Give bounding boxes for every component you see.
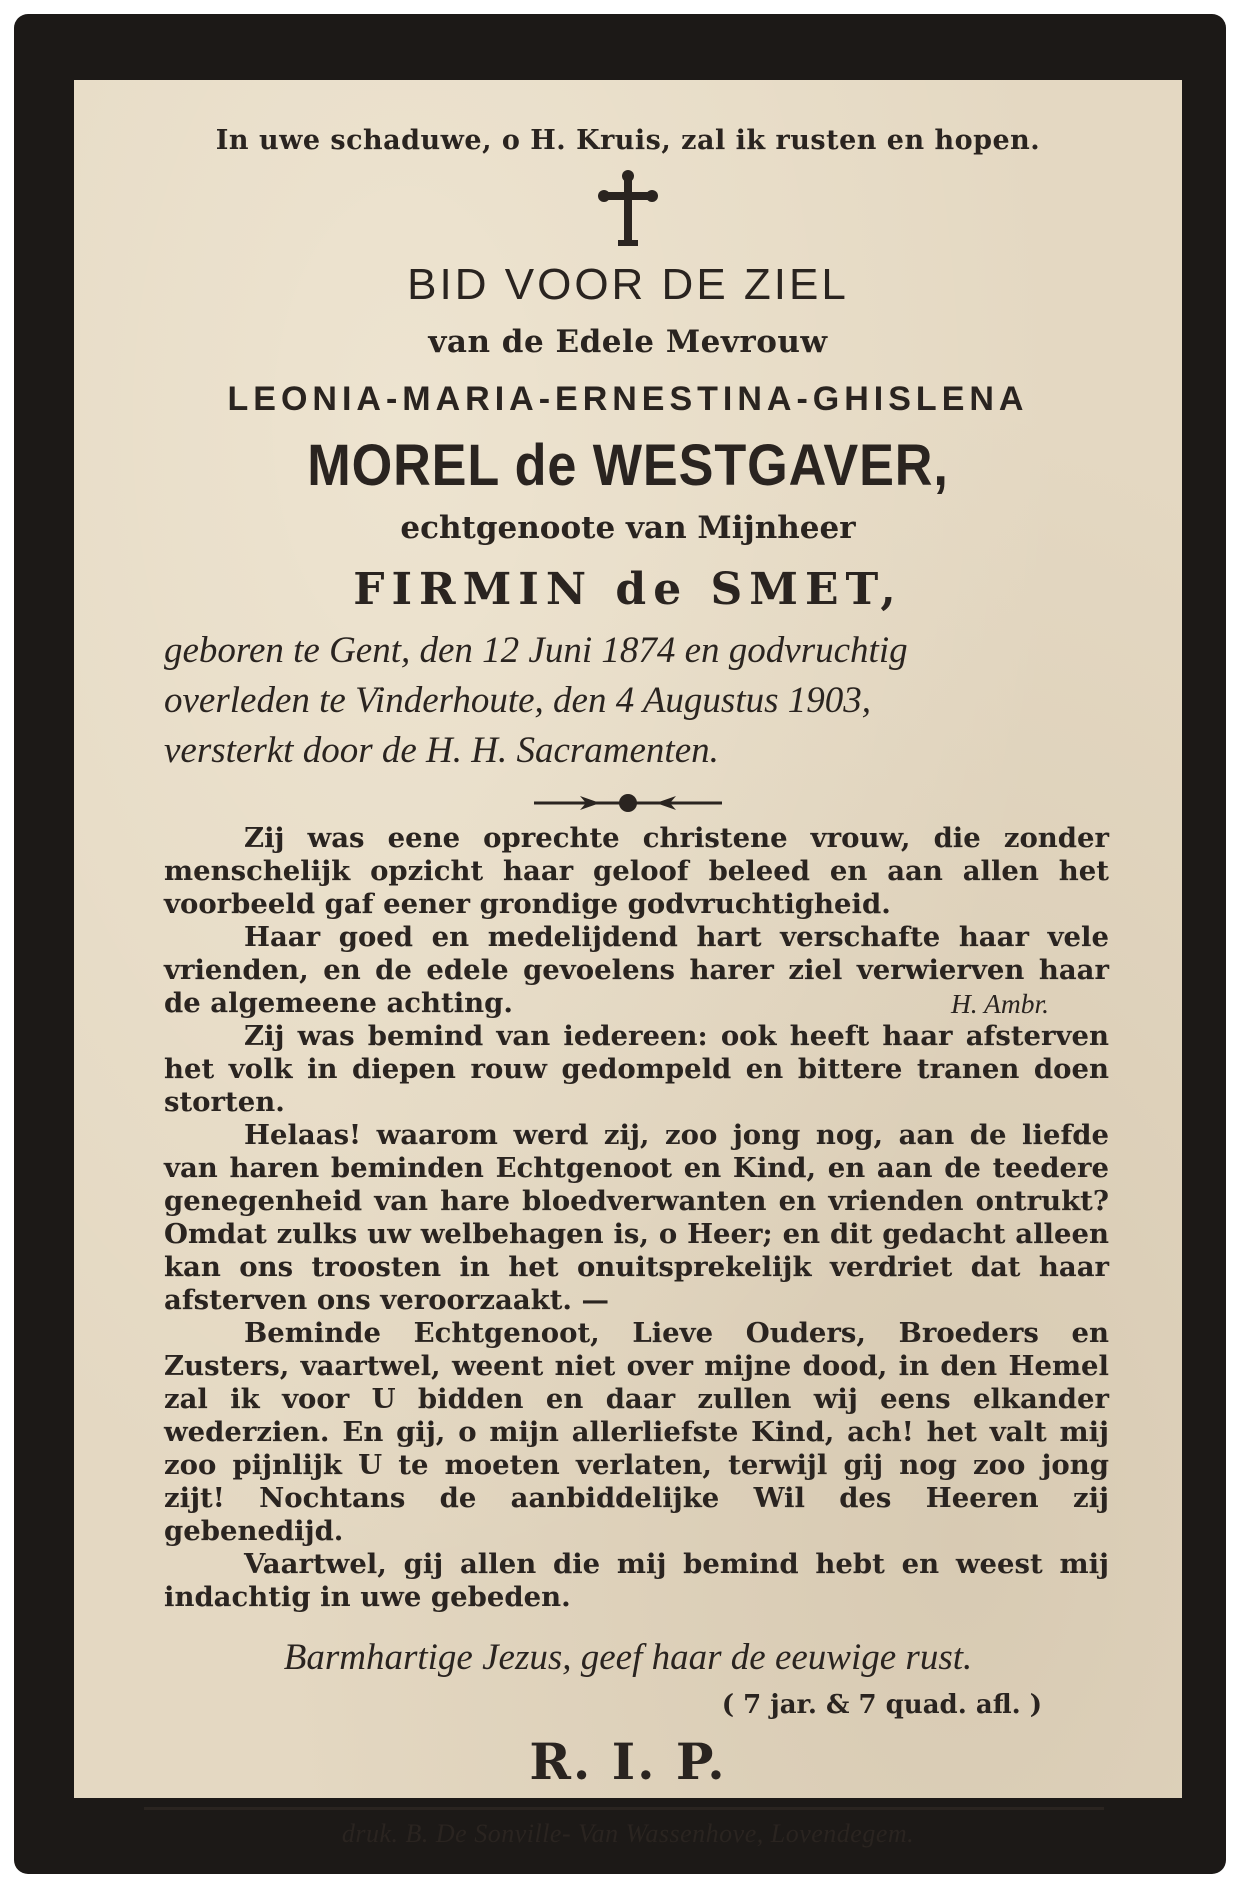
paragraph: Zij was eene oprechte christene vrouw, die zonder menschelijk opzicht haar geloof beleed en aan allen het voorbeeld gaf eener grondige godvruchtigheid. — [164, 822, 1109, 920]
sacraments-line: versterkt door de H. H. Sacramenten. — [164, 730, 719, 771]
paragraph: Helaas! waarom werd zij, zoo jong nog, aan de liefde van haren beminden Echtgenoot en Kind, en aan de teedere genegenheid van hare bloedverwanten en vrienden ontrukt? Omdat zulks uw welbehagen is, o Heer; en dit gedacht alleen kan ons troosten in het onuitsprekelijk verdriet dat haar afsterven ons veroorzaakt. — — [164, 1119, 1109, 1316]
paragraph: Zij was bemind van iedereen: ook heeft haar afsterven het volk in diepen rouw gedompeld en bittere tranen doen storten. — [164, 1020, 1109, 1118]
mourning-card-border — [14, 14, 1226, 1874]
death-line: overleden te Vinderhoute, den 4 Augustus 1903, — [164, 680, 871, 721]
card-paper — [74, 80, 1182, 1848]
paragraph-text: Haar goed en medelijdend hart verschafte haar vele vrienden, en de edele gevoelens harer ziel verwierven haar de algemeene achting. — [164, 921, 1109, 1019]
spouse-name: FIRMIN de SMET, — [353, 564, 903, 615]
birth-death-block — [164, 626, 1124, 776]
paragraph: Vaartwel, gij allen die mij bemind hebt en weest mij indachtig in uwe gebeden. — [164, 1548, 1109, 1613]
pray-heading: BID VOOR DE ZIEL — [407, 260, 849, 309]
closing-prayer: Barmhartige Jezus, geef haar de eeuwige rust. — [283, 1637, 973, 1678]
title-line: van de Edele Mevrouw — [428, 324, 828, 360]
rip: R. I. P. — [529, 1732, 727, 1791]
paragraph: Beminde Echtgenoot, Lieve Ouders, Broeders en Zusters, vaartwel, weent niet over mijne dood, in den Hemel zal ik voor U bidden en daar zullen wij eens elkander wederzien. En gij, o mijn allerliefste Kind, ach! het valt mij zoo pijnlijk U te moeten verlaten, terwijl gij nog zoo jong zijt! Nochtans de aanbiddelijke Wil des Heeren zij gebenedijd. — [164, 1317, 1109, 1547]
given-names: LEONIA-MARIA-ERNESTINA-GHISLENA — [227, 380, 1029, 418]
ornament-divider-icon — [74, 788, 1182, 818]
birth-line: geboren te Gent, den 12 Juni 1874 en godvruchtig — [164, 630, 908, 671]
family-name: MOREL de WESTGAVER, — [307, 433, 949, 498]
eulogy-text — [164, 822, 1109, 1614]
attribution: H. Ambr. — [950, 988, 1049, 1019]
indulgence-note: ( 7 jar. & 7 quad. afl. ) — [721, 1690, 1042, 1720]
cross-icon — [74, 170, 1182, 248]
paragraph — [164, 921, 1109, 1020]
spouse-intro: echtgenoote van Mijnheer — [400, 510, 856, 546]
divider-rule — [144, 1807, 1104, 1810]
motto: In uwe schaduwe, o H. Kruis, zal ik rusten en hopen. — [215, 125, 1041, 156]
printer-credit: druk. B. De Sonville- Van Wassenhove, Lovendegem. — [341, 1819, 915, 1848]
